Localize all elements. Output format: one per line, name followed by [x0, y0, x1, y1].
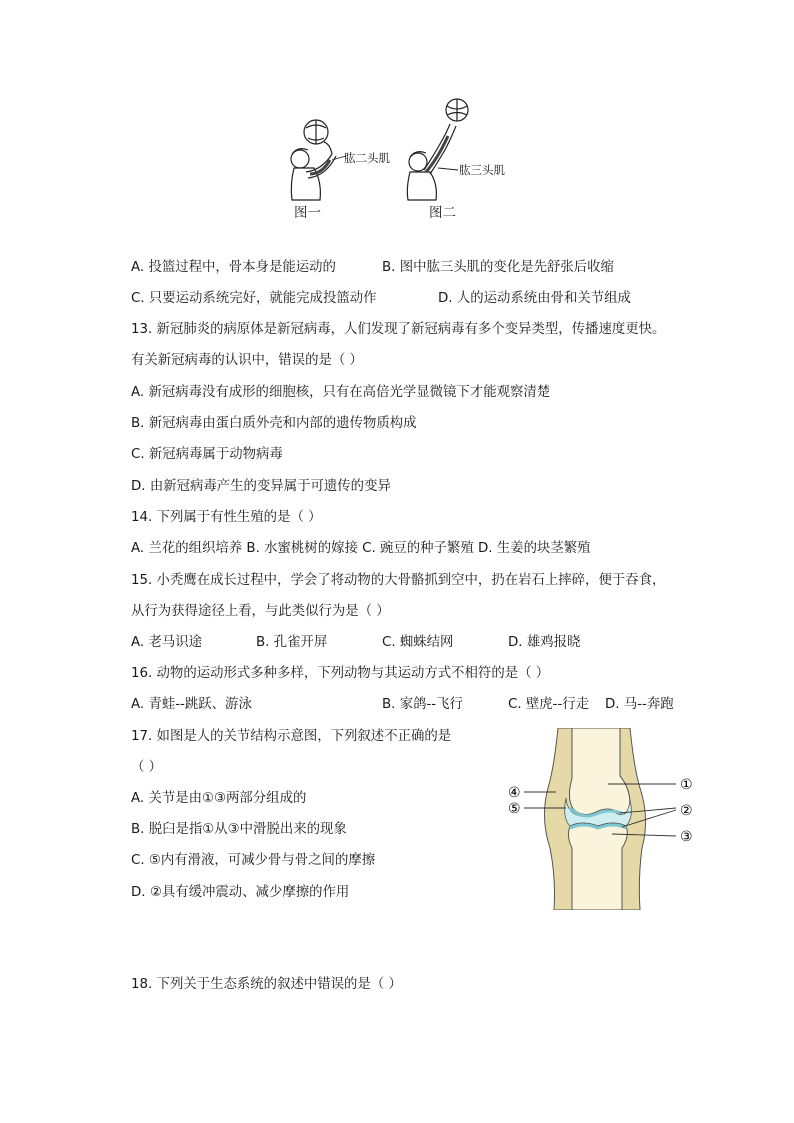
q17-option-d: D. ②具有缓冲震动、减少摩擦的作用	[131, 885, 350, 900]
joint-label-2: ②	[680, 803, 693, 819]
q13-option-b: B. 新冠病毒由蛋白质外壳和内部的遗传物质构成	[131, 416, 417, 431]
player-two-drawing	[407, 99, 468, 200]
figure-caption-1: 图一	[294, 205, 321, 221]
q12-option-a: A. 投篮过程中，骨本身是能运动的	[131, 260, 336, 275]
q13-stem-line-2: 有关新冠病毒的认识中，错误的是（ ）	[131, 353, 363, 368]
q13-option-a: A. 新冠病毒没有成形的细胞核，只有在高倍光学显微镜下才能观察清楚	[131, 385, 551, 400]
joint-structure-diagram	[500, 728, 700, 910]
triceps-label: 肱三头肌	[459, 163, 505, 177]
q17-option-b: B. 脱臼是指①从③中滑脱出来的现象	[131, 822, 347, 837]
figure-caption-2: 图二	[429, 205, 456, 221]
player-one-drawing	[291, 120, 336, 200]
q16-option-a: A. 青蛙--跳跃、游泳	[131, 697, 252, 712]
q12-option-b: B. 图中肱三头肌的变化是先舒张后收缩	[382, 260, 614, 275]
q16-option-d: D. 马--奔跑	[605, 697, 674, 712]
q15-stem-line-1: 15. 小秃鹰在成长过程中，学会了将动物的大骨骼抓到空中，扔在岩石上摔碎，便于吞食，	[131, 573, 666, 588]
q15-option-d: D. 雄鸡报晓	[508, 635, 581, 650]
q12-option-c: C. 只要运动系统完好，就能完成投篮动作	[131, 291, 377, 306]
joint-illustration	[500, 728, 700, 910]
arm-muscle-figure	[270, 92, 550, 227]
q13-option-c: C. 新冠病毒属于动物病毒	[131, 447, 283, 462]
q12-option-d: D. 人的运动系统由骨和关节组成	[438, 291, 631, 306]
q13-stem-line-1: 13. 新冠肺炎的病原体是新冠病毒，人们发现了新冠病毒有多个变异类型，传播速度更快。	[131, 322, 666, 337]
q14-options: A. 兰花的组织培养 B. 水蜜桃树的嫁接 C. 豌豆的种子繁殖 D. 生姜的块茎繁殖	[131, 541, 591, 556]
q17-option-a: A. 关节是由①③两部分组成的	[131, 791, 307, 806]
q15-option-c: C. 蜘蛛结网	[382, 635, 454, 650]
q15-option-b: B. 孔雀开屏	[256, 635, 328, 650]
joint-label-1: ①	[680, 777, 693, 793]
q17-stem-line-2: （ ）	[131, 760, 163, 775]
q17-stem-line-1: 17. 如图是人的关节结构示意图，下列叙述不正确的是	[131, 729, 452, 744]
joint-label-4: ④	[508, 785, 521, 801]
q13-option-d: D. 由新冠病毒产生的变异属于可遗传的变异	[131, 479, 391, 494]
q16-option-b: B. 家鸽--飞行	[382, 697, 463, 712]
q15-option-a: A. 老马识途	[131, 635, 202, 650]
q15-stem-line-2: 从行为获得途径上看，与此类似行为是（ ）	[131, 604, 390, 619]
q17-option-c: C. ⑤内有滑液，可减少骨与骨之间的摩擦	[131, 853, 376, 868]
q14-stem: 14. 下列属于有性生殖的是（ ）	[131, 510, 322, 525]
q18-stem: 18. 下列关于生态系统的叙述中错误的是（ ）	[131, 977, 402, 992]
joint-label-3: ③	[680, 829, 693, 845]
q16-option-c: C. 壁虎--行走	[508, 697, 590, 712]
joint-label-5: ⑤	[508, 801, 521, 817]
q16-stem: 16. 动物的运动形式多种多样，下列动物与其运动方式不相符的是（ ）	[131, 666, 550, 681]
biceps-label: 肱二头肌	[344, 151, 390, 165]
